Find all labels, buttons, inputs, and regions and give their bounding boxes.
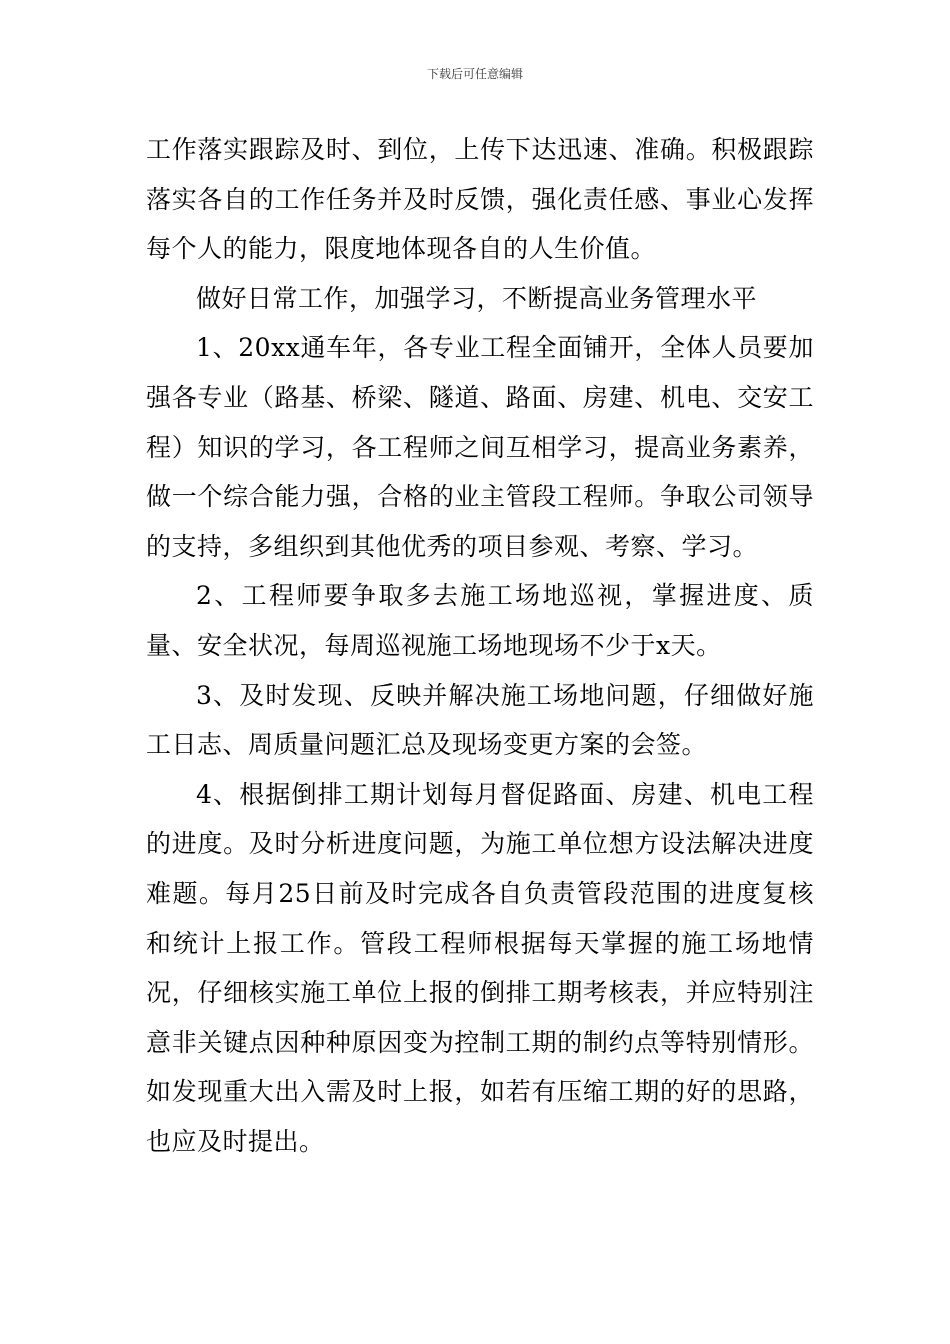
paragraph-item-2: 2、工程师要争取多去施工场地巡视，掌握进度、质量、安全状况，每周巡视施工场地现场不少于x天。 [146,581,814,660]
document-body [146,125,814,1166]
paragraph-item-3: 3、及时发现、反映并解决施工场地问题，仔细做好施工日志、周质量问题汇总及现场变更方案的会签。 [146,680,814,760]
paragraph-item-1: 1、20xx通车年，各专业工程全面铺开，全体人员要加强各专业（路基、桥梁、隧道、路面、房建、机电、交安工程）知识的学习，各工程师之间互相学习，提高业务素养，做一个综合能力强，合格的业主管段工程师。争取公司领导的支持，多组织到其他优秀的项目参观、考察、学习。 [146,333,814,561]
paragraph-item-4: 4、根据倒排工期计划每月督促路面、房建、机电工程的进度。及时分析进度问题，为施工单位想方设法解决进度难题。每月25日前及时完成各自负责管段范围的进度复核和统计上报工作。管段工程师根据每天掌握的施工场地情况，仔细核实施工单位上报的倒排工期考核表，并应特别注意非关键点因种种原因变为控制工期的制约点等特别情形。如发现重大出入需及时上报，如若有压缩工期的好的思路，也应及时提出。 [146,779,814,1156]
page-header: 下载后可任意编辑 [426,67,523,81]
paragraph-1: 工作落实跟踪及时、到位，上传下达迅速、准确。积极跟踪落实各自的工作任务并及时反馈，强化责任感、事业心发挥每个人的能力，限度地体现各自的人生价值。 [146,135,814,264]
section-heading: 做好日常工作，加强学习，不断提高业务管理水平 [196,283,758,313]
